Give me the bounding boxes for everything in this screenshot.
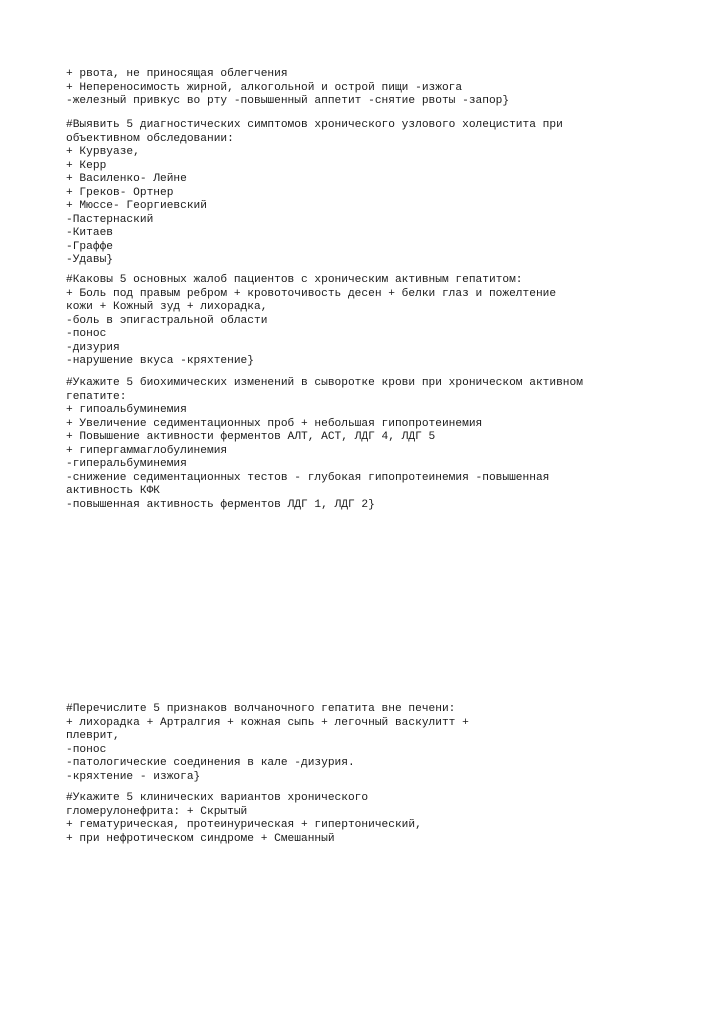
question-block-5 — [66, 703, 666, 784]
answer-option: + Курвуазе, — [66, 146, 140, 158]
text-line: + Непереносимость жирной, алкогольной и острой пищи -изжога — [66, 81, 463, 94]
question-block-3 — [66, 274, 666, 369]
answer-option: -понос — [66, 328, 107, 340]
question-block-2 — [66, 119, 666, 268]
question-block-4 — [66, 377, 666, 512]
answer-option: + гипоальбуминемия — [66, 404, 187, 416]
question-block-6 — [66, 792, 666, 846]
answer-option: -понос — [66, 743, 107, 756]
answer-option: -кряхтение - изжога} — [66, 770, 201, 783]
text-line: гепатите: — [66, 390, 127, 403]
answer-option: + гипергаммаглобулинемия — [66, 444, 228, 457]
question-heading: #Выявить 5 диагностических симптомов хронического узлового холецистита при — [66, 119, 563, 131]
answer-option: -Граффе — [66, 240, 113, 253]
question-heading: #Укажите 5 биохимических изменений в сыворотке крови при хроническом активном — [66, 377, 583, 389]
text-line: + рвота, не приносящая облегчения — [66, 68, 288, 80]
answer-option: -боль в эпигастральной области — [66, 314, 268, 327]
answer-option: + Мюссе- Георгиевский — [66, 200, 207, 212]
text-line: -железный привкус во рту -повышенный аппетит -снятие рвоты -запор} — [66, 95, 510, 107]
text-line: объективном обследовании: — [66, 132, 234, 145]
answer-option: -гиперальбуминемия — [66, 458, 187, 470]
text-line: плеврит, — [66, 730, 120, 742]
answer-option: + при нефротическом синдроме + Смешанный — [66, 832, 335, 845]
answer-option: + Василенко- Лейне — [66, 173, 187, 185]
answer-option: -Китаев — [66, 227, 113, 239]
answer-option: + Повышение активности ферментов АЛТ, АСТ, ЛДГ 4, ЛДГ 5 — [66, 431, 436, 443]
answer-option: + Керр — [66, 159, 107, 172]
answer-option: -Удавы} — [66, 254, 113, 266]
answer-option: -повышенная активность ферментов ЛДГ 1, ЛДГ 2} — [66, 498, 375, 511]
answer-option: + лихорадка + Артралгия + кожная сыпь + легочный васкулитт + — [66, 716, 469, 729]
answer-option: + Боль под правым ребром + кровоточивость десен + белки глаз и пожелтение — [66, 287, 557, 300]
question-heading: #Перечислите 5 признаков волчаночного гепатита вне печени: — [66, 703, 456, 715]
answer-option: -снижение седиментационных тестов - глубокая гипопротеинемия -повышенная — [66, 471, 550, 484]
text-line: кожи + Кожный зуд + лихорадка, — [66, 301, 268, 313]
question-heading: #Укажите 5 клинических вариантов хронического — [66, 792, 369, 804]
text-line: активность КФК — [66, 485, 160, 497]
answer-option: + Греков- Ортнер — [66, 186, 174, 199]
answer-option: -Пастернаский — [66, 213, 154, 226]
question-heading: #Каковы 5 основных жалоб пациентов с хроническим активным гепатитом: — [66, 274, 523, 286]
answer-option: -дизурия — [66, 341, 120, 354]
answer-option: -нарушение вкуса -кряхтение} — [66, 355, 254, 367]
text-line: гломерулонефрита: + Скрытый — [66, 805, 248, 818]
answer-option: + Увеличение седиментационных проб + небольшая гипопротеинемия — [66, 417, 483, 430]
answer-option: + гематурическая, протеинурическая + гипертонический, — [66, 819, 422, 831]
answer-block-1 — [66, 68, 666, 109]
answer-option: -патологические соединения в кале -дизурия. — [66, 757, 355, 769]
